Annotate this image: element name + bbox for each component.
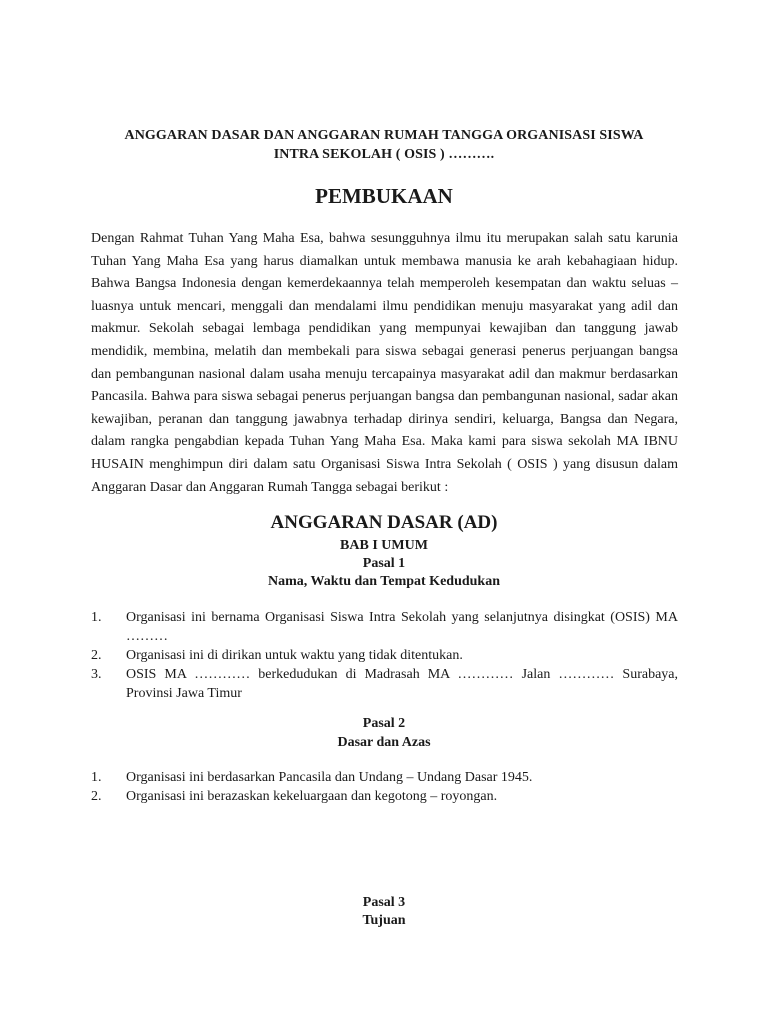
list-item	[91, 665, 678, 703]
pasal-3-title: Tujuan	[362, 913, 406, 928]
list-item-number: 1.	[91, 610, 102, 625]
list-item	[91, 608, 678, 646]
document-title-line-2: INTRA SEKOLAH ( OSIS ) ……….	[273, 147, 495, 162]
list-item-number: 2.	[91, 648, 102, 663]
list-item	[91, 646, 678, 665]
list-item-number: 2.	[91, 789, 102, 804]
ad-heading: ANGGARAN DASAR (AD)	[270, 512, 498, 533]
list-item	[91, 787, 678, 806]
list-item-text: Organisasi ini bernama Organisasi Siswa Intra Sekolah yang selanjutnya disingkat (OSIS) MA ………	[126, 610, 678, 644]
pasal-2-label: Pasal 2	[362, 716, 406, 731]
bab-heading: BAB I UMUM	[340, 538, 428, 553]
pasal-1-title: Nama, Waktu dan Tempat Kedudukan	[268, 574, 500, 589]
opening-paragraph: Dengan Rahmat Tuhan Yang Maha Esa, bahwa sesungguhnya ilmu itu merupakan salah satu karunia Tuhan Yang Maha Esa yang harus diamalkan untuk membawa manusia ke arah kebahagiaan hidup. Bahwa Bangsa Indonesia dengan kemerdekaannya telah memperoleh kesempatan dan waktu seluas – luasnya untuk mencari, menggali dan mendalami ilmu pendidikan menuju masyarakat yang adil dan makmur. Sekolah sebagai lembaga pendidikan yang mempunyai kewajiban dan tanggung jawab mendidik, membina, melatih dan membekali para siswa sebagai generasi penerus perjuangan bangsa dan pembangunan nasional dalam usaha menuju tercapainya masyarakat adil dan makmur berdasarkan Pancasila. Bahwa para siswa sebagai penerus perjuangan bangsa dan pembangunan nasional, sadar akan kewajiban, peranan dan tanggung jawabnya terhadap dirinya sendiri, keluarga, Bangsa dan Negara, dalam rangka pengabdian kepada Tuhan Yang Maha Esa. Maka kami para siswa sekolah MA IBNU HUSAIN menghimpun diri dalam satu Organisasi Siswa Intra Sekolah ( OSIS ) yang disusun dalam Anggaran Dasar dan Anggaran Rumah Tangga sebagai berikut :	[91, 231, 678, 495]
list-item-number: 3.	[91, 667, 102, 682]
pasal-2-title: Dasar dan Azas	[337, 735, 431, 750]
list-item-number: 1.	[91, 770, 102, 785]
document-title	[90, 126, 678, 164]
pasal-1-label: Pasal 1	[362, 556, 406, 571]
pasal-2-list	[91, 768, 678, 806]
list-item-text: Organisasi ini berazaskan kekeluargaan dan kegotong – royongan.	[126, 789, 498, 804]
document-title-line-1: ANGGARAN DASAR DAN ANGGARAN RUMAH TANGGA ORGANISASI SISWA	[124, 128, 644, 143]
list-item-text: OSIS MA ………… berkedudukan di Madrasah MA ………… Jalan ………… Surabaya, Provinsi Jawa Timur	[126, 667, 678, 701]
list-item-text: Organisasi ini berdasarkan Pancasila dan Undang – Undang Dasar 1945.	[126, 770, 533, 785]
opening-heading: PEMBUKAAN	[315, 184, 453, 208]
list-item-text: Organisasi ini di dirikan untuk waktu yang tidak ditentukan.	[126, 648, 463, 663]
list-item	[91, 768, 678, 787]
pasal-3-label: Pasal 3	[362, 895, 406, 910]
pasal-1-list	[91, 608, 678, 703]
